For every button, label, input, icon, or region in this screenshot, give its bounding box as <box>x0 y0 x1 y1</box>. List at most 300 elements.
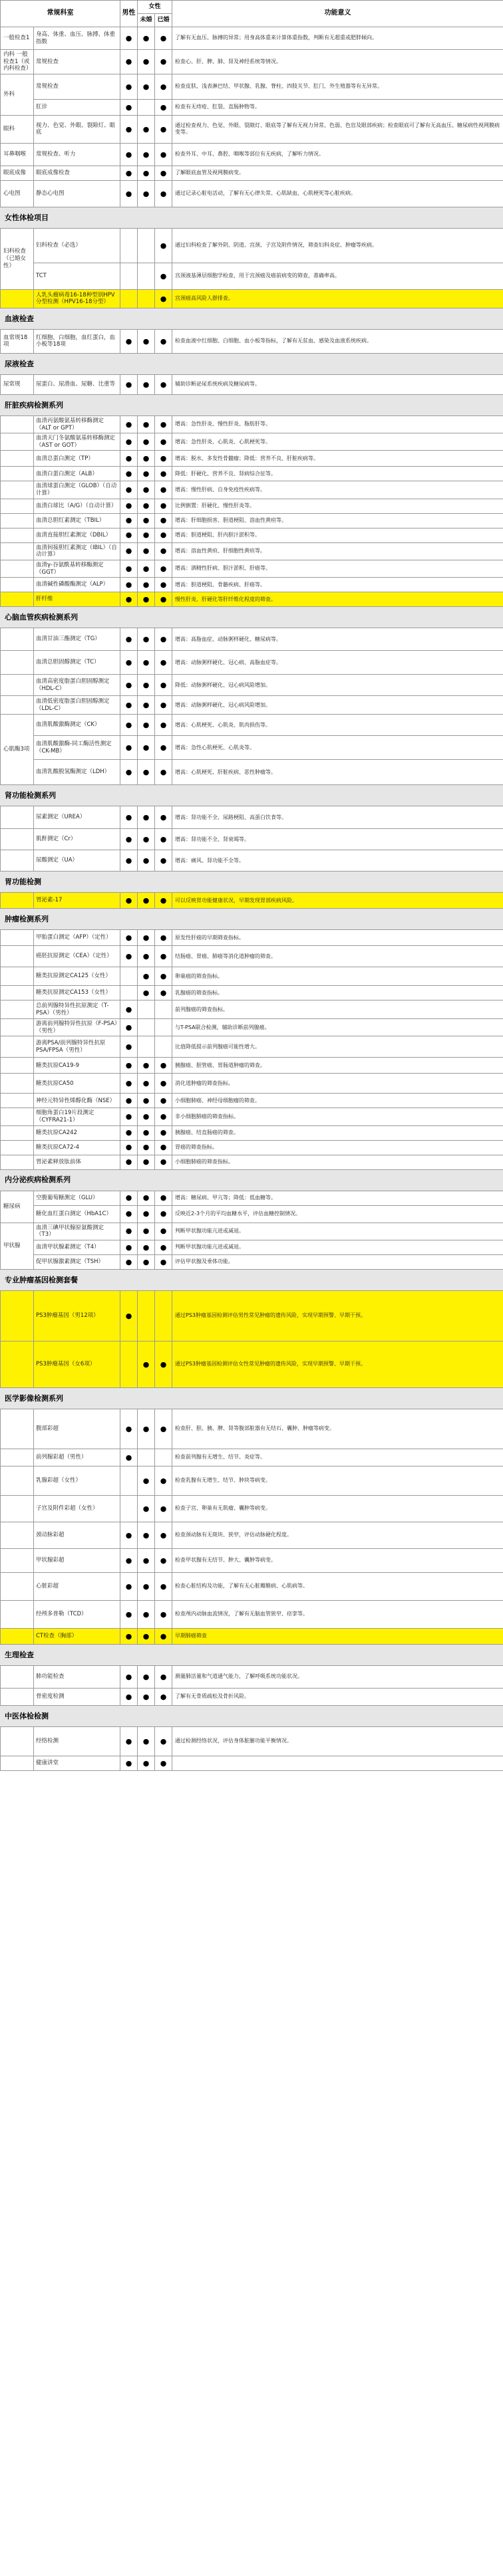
table-row <box>1 528 503 542</box>
function-meaning: 增高：急性肝炎、慢性肝炎、脂肪肝等。 <box>172 415 503 433</box>
table-row <box>1 1074 503 1094</box>
table-row <box>1 1600 503 1628</box>
dot-w: ● <box>155 115 172 143</box>
dot-m <box>120 1466 138 1495</box>
dot-w: ● <box>155 1108 172 1125</box>
dot-m: ● <box>120 560 138 577</box>
table-row <box>1 1341 503 1387</box>
category-cell: 妇科检查（已婚女性） <box>1 228 34 289</box>
dot-u: ● <box>138 27 155 50</box>
dot-m: ● <box>120 528 138 542</box>
dot-w: ● <box>155 1522 172 1548</box>
item-name: 糖类抗原CA72-4 <box>34 1140 120 1155</box>
item-name: 血清总胆红素测定（TBIL） <box>34 513 120 528</box>
item-name: 糖类抗原CA242 <box>34 1125 120 1140</box>
item-name: 乳腺彩超（女性） <box>34 1466 120 1495</box>
function-meaning: 消化道肿瘤的筛查指标。 <box>172 1074 503 1094</box>
dot-u: ● <box>138 1726 155 1756</box>
item-name: 子宫及附件彩超（女性） <box>34 1495 120 1522</box>
dot-m: ● <box>120 143 138 166</box>
table-row <box>1 1726 503 1756</box>
category-cell <box>1 513 34 528</box>
table-row <box>1 829 503 850</box>
section-row <box>1 353 503 374</box>
function-meaning: 判断甲状腺功能亢进或减退。 <box>172 1223 503 1240</box>
dot-w: ● <box>155 1223 172 1240</box>
function-meaning: 测量肺活量和气道通气能力，了解呼吸系统功能状况。 <box>172 1665 503 1688</box>
category-cell <box>1 1125 34 1140</box>
function-meaning: 胃癌的筛查指标。 <box>172 1140 503 1155</box>
dot-w: ● <box>155 433 172 451</box>
table-row <box>1 1688 503 1705</box>
category-cell: 外科 <box>1 74 34 115</box>
table-row <box>1 1140 503 1155</box>
table-row <box>1 1466 503 1495</box>
dot-m: ● <box>120 578 138 592</box>
function-meaning: 原发性肝癌的早期筛查指标。 <box>172 930 503 946</box>
dot-u: ● <box>138 760 155 785</box>
table-row <box>1 1155 503 1169</box>
item-name: 甲胎蛋白测定（AFP）（定性） <box>34 930 120 946</box>
category-cell: 尿常规 <box>1 374 34 394</box>
table-row <box>1 1058 503 1074</box>
function-meaning: 与T-PSA联合检测，辅助诊断前列腺癌。 <box>172 1019 503 1036</box>
dot-m: ● <box>120 715 138 736</box>
table-row <box>1 1019 503 1036</box>
item-name: 红细胞，白细胞，血红蛋白，血小板等18项 <box>34 329 120 353</box>
category-cell <box>1 1290 34 1341</box>
dot-u: ● <box>138 1125 155 1140</box>
section-title: 肿瘤检测系列 <box>1 909 503 930</box>
table-row <box>1 1223 503 1240</box>
category-cell <box>1 1108 34 1125</box>
function-meaning: 增高：慢性肝病、自身免疫性疾病等。 <box>172 481 503 499</box>
dot-u <box>138 1019 155 1036</box>
dot-m: ● <box>120 1125 138 1140</box>
dot-w: ● <box>155 1125 172 1140</box>
item-name: 血清低密度脂蛋白胆固醇测定（LDL-C） <box>34 696 120 715</box>
table-row <box>1 893 503 909</box>
dot-w: ● <box>155 1495 172 1522</box>
table-row <box>1 433 503 451</box>
item-name: 甲状腺彩超 <box>34 1548 120 1572</box>
table-row <box>1 1036 503 1058</box>
item-name: 血清甘油三酯测定（TG） <box>34 628 120 651</box>
dot-u: ● <box>138 166 155 180</box>
dot-w: ● <box>155 715 172 736</box>
table-row <box>1 1000 503 1019</box>
dot-u: ● <box>138 1074 155 1094</box>
dot-w: ● <box>155 1155 172 1169</box>
section-row <box>1 785 503 806</box>
dot-u: ● <box>138 1140 155 1155</box>
function-meaning: 增高：胆道梗阻、肝内胆汁淤积等。 <box>172 528 503 542</box>
dot-w: ● <box>155 1688 172 1705</box>
dot-w: ● <box>155 451 172 467</box>
dot-u: ● <box>138 1058 155 1074</box>
dot-w: ● <box>155 415 172 433</box>
table-row <box>1 166 503 180</box>
item-name: 糖类抗原测定CA125（女性） <box>34 967 120 986</box>
category-cell <box>1 651 34 675</box>
category-cell <box>1 1074 34 1094</box>
dot-u: ● <box>138 1628 155 1644</box>
dot-m: ● <box>120 115 138 143</box>
table-row <box>1 27 503 50</box>
item-name: 静态心电图 <box>34 180 120 207</box>
table-row <box>1 628 503 651</box>
dot-m: ● <box>120 760 138 785</box>
dot-w: ● <box>155 1726 172 1756</box>
dot-m: ● <box>120 1548 138 1572</box>
item-name: 人乳头瘤病毒16-18种型别HPV分型检测（HPV16-18分型） <box>34 289 120 308</box>
dot-w: ● <box>155 1191 172 1205</box>
dot-m: ● <box>120 1019 138 1036</box>
dot-w: ● <box>155 166 172 180</box>
table-row <box>1 967 503 986</box>
item-name: 肝纤维 <box>34 592 120 607</box>
dot-m: ● <box>120 829 138 850</box>
function-meaning: 比值降低提示前列腺癌可能性增大。 <box>172 1036 503 1058</box>
dot-w: ● <box>155 1058 172 1074</box>
dot-m: ● <box>120 1756 138 1770</box>
item-name: 血清直接胆红素测定（DBIL） <box>34 528 120 542</box>
dot-w: ● <box>155 760 172 785</box>
item-name: 肌酐测定（Cr） <box>34 829 120 850</box>
category-cell: 眼科 <box>1 115 34 143</box>
dot-m: ● <box>120 1036 138 1058</box>
dot-u <box>138 1036 155 1058</box>
section-title: 医学影像检测系列 <box>1 1387 503 1409</box>
item-name: 癌胚抗原测定（CEA）（定性） <box>34 946 120 967</box>
dot-m: ● <box>120 1094 138 1108</box>
function-meaning: 检查心、肝、脾、肺、肾及神经系统等情况。 <box>172 50 503 74</box>
dot-m: ● <box>120 1000 138 1019</box>
dot-m: ● <box>120 1074 138 1094</box>
category-cell: 耳鼻咽喉 <box>1 143 34 166</box>
category-cell <box>1 1409 34 1449</box>
category-cell <box>1 967 34 986</box>
section-title: 胃功能检测 <box>1 872 503 893</box>
function-meaning: 通过检查视力、色觉、外眼、裂隙灯、眼底等了解有无视力异常、色弱、色盲及眼部疾病；检查眼底可了解有无高血压、糖尿病性视网膜病变等。 <box>172 115 503 143</box>
dot-w: ● <box>155 1572 172 1600</box>
category-cell <box>1 1756 34 1770</box>
dot-u: ● <box>138 893 155 909</box>
dot-m: ● <box>120 1409 138 1449</box>
dot-u: ● <box>138 986 155 1000</box>
table-row <box>1 499 503 513</box>
dot-u: ● <box>138 1600 155 1628</box>
function-meaning: 辅助诊断泌尿系统疾病及糖尿病等。 <box>172 374 503 394</box>
category-cell <box>1 1019 34 1036</box>
category-cell <box>1 628 34 651</box>
section-row <box>1 308 503 329</box>
dot-w: ● <box>155 143 172 166</box>
item-name: 尿酸测定（UA） <box>34 850 120 872</box>
table-row <box>1 578 503 592</box>
function-meaning: 检查乳腺有无增生、结节、肿块等病变。 <box>172 1466 503 1495</box>
dot-u: ● <box>138 1522 155 1548</box>
function-meaning: 检查肝、胆、胰、脾、肾等腹部脏器有无结石、囊肿、肿瘤等病变。 <box>172 1409 503 1449</box>
table-row <box>1 143 503 166</box>
item-name: 血清球蛋白测定（GLOB）（自动计算） <box>34 481 120 499</box>
category-cell <box>1 893 34 909</box>
dot-u: ● <box>138 1495 155 1522</box>
category-cell <box>1 1140 34 1155</box>
dot-u <box>138 263 155 289</box>
function-meaning: 结肠癌、胃癌、肺癌等消化道肿瘤的筛查。 <box>172 946 503 967</box>
function-meaning: 增高：溶血性黄疸、肝细胞性黄疸等。 <box>172 542 503 560</box>
dot-u: ● <box>138 967 155 986</box>
dot-u: ● <box>138 1108 155 1125</box>
dot-u: ● <box>138 1665 155 1688</box>
dot-u: ● <box>138 1205 155 1223</box>
header-married: 已婚 <box>155 14 172 27</box>
table-row <box>1 696 503 715</box>
function-meaning: 增高：动脉粥样硬化、冠心病、高脂血症等。 <box>172 651 503 675</box>
item-name: 常规检查 <box>34 74 120 99</box>
function-meaning: 通过妇科检查了解外阴、阴道、宫颈、子宫及附件情况，筛查妇科炎症、肿瘤等疾病。 <box>172 228 503 263</box>
table-row <box>1 467 503 481</box>
dot-u <box>138 228 155 263</box>
dot-m: ● <box>120 415 138 433</box>
item-name: 血清白蛋白测定（ALB） <box>34 467 120 481</box>
section-row <box>1 872 503 893</box>
category-cell <box>1 1688 34 1705</box>
dot-m: ● <box>120 1449 138 1466</box>
dot-w: ● <box>155 628 172 651</box>
function-meaning: 检查前列腺有无增生、结节、炎症等。 <box>172 1449 503 1466</box>
category-cell <box>1 1548 34 1572</box>
category-cell <box>1 578 34 592</box>
item-name: 血清间接胆红素测定（IBIL）（自动计算） <box>34 542 120 560</box>
function-meaning: 了解眼底血管及视网膜病变。 <box>172 166 503 180</box>
dot-w <box>155 1290 172 1341</box>
function-meaning <box>172 1756 503 1770</box>
dot-u: ● <box>138 715 155 736</box>
table-row <box>1 946 503 967</box>
table-row <box>1 374 503 394</box>
category-cell <box>1 1094 34 1108</box>
dot-m: ● <box>120 1058 138 1074</box>
dot-w: ● <box>155 1548 172 1572</box>
table-row <box>1 1628 503 1644</box>
dot-m: ● <box>120 451 138 467</box>
category-cell <box>1 1449 34 1466</box>
dot-w: ● <box>155 578 172 592</box>
category-cell <box>1 829 34 850</box>
item-name: CT检查（胸部） <box>34 1628 120 1644</box>
item-name: 空腹葡萄糖测定（GLU） <box>34 1191 120 1205</box>
function-meaning: 小细胞肺癌的筛查指标。 <box>172 1155 503 1169</box>
function-meaning: 检查颈动脉有无斑块、狭窄，评估动脉硬化程度。 <box>172 1522 503 1548</box>
function-meaning: 宫颈癌高风险人群排查。 <box>172 289 503 308</box>
dot-u <box>138 289 155 308</box>
category-cell <box>1 1495 34 1522</box>
dot-u: ● <box>138 513 155 528</box>
section-row <box>1 1269 503 1290</box>
table-row <box>1 415 503 433</box>
dot-u: ● <box>138 451 155 467</box>
dot-u: ● <box>138 651 155 675</box>
category-cell <box>1 528 34 542</box>
dot-u: ● <box>138 592 155 607</box>
item-name: 眼底成像检查 <box>34 166 120 180</box>
category-cell <box>1 481 34 499</box>
dot-w: ● <box>155 1665 172 1688</box>
item-name: 尿蛋白、尿潜血、尿糖、比重等 <box>34 374 120 394</box>
item-name: 颈动脉彩超 <box>34 1522 120 1548</box>
table-row <box>1 1548 503 1572</box>
dot-w: ● <box>155 228 172 263</box>
dot-m: ● <box>120 850 138 872</box>
dot-u: ● <box>138 467 155 481</box>
category-cell <box>1 451 34 467</box>
dot-u: ● <box>138 1548 155 1572</box>
category-cell <box>1 1341 34 1387</box>
function-meaning: 增高：急性肝炎、心肌炎、心肌梗死等。 <box>172 433 503 451</box>
category-cell <box>1 675 34 696</box>
dot-m: ● <box>120 628 138 651</box>
item-name: 游离前列腺特异性抗原（F-PSA）（男性） <box>34 1019 120 1036</box>
dot-w: ● <box>155 27 172 50</box>
dot-w: ● <box>155 289 172 308</box>
item-name: 健康讲堂 <box>34 1756 120 1770</box>
section-title: 肾功能检测系列 <box>1 785 503 806</box>
function-meaning: 检查有无痔疮、肛裂、直肠肿物等。 <box>172 99 503 115</box>
dot-u: ● <box>138 946 155 967</box>
dot-u <box>138 1000 155 1019</box>
item-name: 尿素测定（UREA） <box>34 806 120 829</box>
dot-u: ● <box>138 143 155 166</box>
section-title: 心脑血管疾病检测系列 <box>1 607 503 628</box>
dot-w: ● <box>155 829 172 850</box>
dot-w: ● <box>155 263 172 289</box>
item-name: 糖类抗原CA50 <box>34 1074 120 1094</box>
category-cell <box>1 289 34 308</box>
function-meaning: 可以反映胃功能健康状况，早期发现胃部疾病风险。 <box>172 893 503 909</box>
dot-m: ● <box>120 180 138 207</box>
dot-m: ● <box>120 736 138 760</box>
dot-u: ● <box>138 329 155 353</box>
function-meaning: 降低：动脉粥样硬化、冠心病风险增加。 <box>172 675 503 696</box>
function-meaning: 前列腺癌的筛查指标。 <box>172 1000 503 1019</box>
function-meaning: 检查甲状腺有无结节、肿大、囊肿等病变。 <box>172 1548 503 1572</box>
category-cell <box>1 1058 34 1074</box>
item-name: 心脏彩超 <box>34 1572 120 1600</box>
header-female: 女性 <box>138 1 172 14</box>
dot-u: ● <box>138 415 155 433</box>
dot-m: ● <box>120 513 138 528</box>
item-name: 细胞角蛋白19片段测定（CYFRA21-1） <box>34 1108 120 1125</box>
table-row <box>1 50 503 74</box>
category-cell <box>1 499 34 513</box>
dot-u: ● <box>138 433 155 451</box>
dot-m: ● <box>120 1155 138 1169</box>
dot-w: ● <box>155 806 172 829</box>
function-meaning: 胰腺癌、胆管癌、胃肠道肿瘤的筛查。 <box>172 1058 503 1074</box>
function-meaning: 胰腺癌、结直肠癌的筛查。 <box>172 1125 503 1140</box>
dot-w: ● <box>155 696 172 715</box>
category-cell <box>1 850 34 872</box>
section-row <box>1 1387 503 1409</box>
item-name: 胃泌素释放肽前体 <box>34 1155 120 1169</box>
dot-m: ● <box>120 1628 138 1644</box>
dot-m: ● <box>120 1688 138 1705</box>
dot-u: ● <box>138 675 155 696</box>
item-name: 肛诊 <box>34 99 120 115</box>
dot-w: ● <box>155 99 172 115</box>
dot-u: ● <box>138 1094 155 1108</box>
item-name: 妇科检查（必选） <box>34 228 120 263</box>
table-row <box>1 1290 503 1341</box>
item-name: 胃泌素-17 <box>34 893 120 909</box>
function-meaning: 检查心脏结构及功能，了解有无心脏瓣膜病、心肌病等。 <box>172 1572 503 1600</box>
item-name: 血清碱性磷酸酶测定（ALP） <box>34 578 120 592</box>
item-name: 血清三碘甲状腺原氨酸测定（T3） <box>34 1223 120 1240</box>
table-row <box>1 1191 503 1205</box>
category-cell <box>1 1522 34 1548</box>
item-name: 经颅多普勒（TCD） <box>34 1600 120 1628</box>
function-meaning: 宫颈液基薄层细胞学检查，用于宫颈癌及癌前病变的筛查，准确率高。 <box>172 263 503 289</box>
category-cell: 内科 一般检查1（或内科检查） <box>1 50 34 74</box>
table-row <box>1 560 503 577</box>
section-title: 内分泌疾病检测系列 <box>1 1169 503 1191</box>
table-row <box>1 99 503 115</box>
item-name: 视力、色觉、外眼、裂隙灯、眼底 <box>34 115 120 143</box>
function-meaning: 了解有无血压、脉搏的异常；用身高体重来计算体重指数，判断有无超重或肥胖倾向。 <box>172 27 503 50</box>
item-name: TCT <box>34 263 120 289</box>
item-name: 游离PSA/前列腺特异性抗原PSA/FPSA（男性） <box>34 1036 120 1058</box>
category-cell <box>1 433 34 451</box>
dot-w: ● <box>155 467 172 481</box>
item-name: 身高、体重、血压、脉搏、体重指数 <box>34 27 120 50</box>
function-meaning: 增高：心肌梗死、心肌炎、肌肉损伤等。 <box>172 715 503 736</box>
dot-u: ● <box>138 528 155 542</box>
dot-m: ● <box>120 946 138 967</box>
section-title: 血液检查 <box>1 308 503 329</box>
dot-u: ● <box>138 829 155 850</box>
table-row <box>1 760 503 785</box>
dot-m: ● <box>120 1600 138 1628</box>
dot-u: ● <box>138 930 155 946</box>
dot-m: ● <box>120 675 138 696</box>
dot-u: ● <box>138 481 155 499</box>
dot-u: ● <box>138 1409 155 1449</box>
item-name: 骨密度检测 <box>34 1688 120 1705</box>
table-row <box>1 481 503 499</box>
table-row <box>1 115 503 143</box>
dot-m: ● <box>120 651 138 675</box>
dot-w: ● <box>155 1240 172 1254</box>
dot-m: ● <box>120 1726 138 1756</box>
item-name: 常规检查 <box>34 50 120 74</box>
item-name: 血清丙氨酸氨基转移酶测定（ALT or GPT） <box>34 415 120 433</box>
function-meaning: 乳腺癌的筛查指标。 <box>172 986 503 1000</box>
dot-m: ● <box>120 1665 138 1688</box>
section-row <box>1 909 503 930</box>
dot-u: ● <box>138 1572 155 1600</box>
dot-m: ● <box>120 806 138 829</box>
function-meaning: 通过PS3肿瘤基因检测评估女性常见肿瘤的遗传风险，实现早期预警、早期干预。 <box>172 1341 503 1387</box>
dot-m: ● <box>120 1290 138 1341</box>
category-cell <box>1 592 34 607</box>
section-row <box>1 1169 503 1191</box>
dot-w: ● <box>155 736 172 760</box>
dot-u <box>138 99 155 115</box>
function-meaning: 增高：胆道梗阻、骨骼疾病、肝癌等。 <box>172 578 503 592</box>
dot-w: ● <box>155 542 172 560</box>
